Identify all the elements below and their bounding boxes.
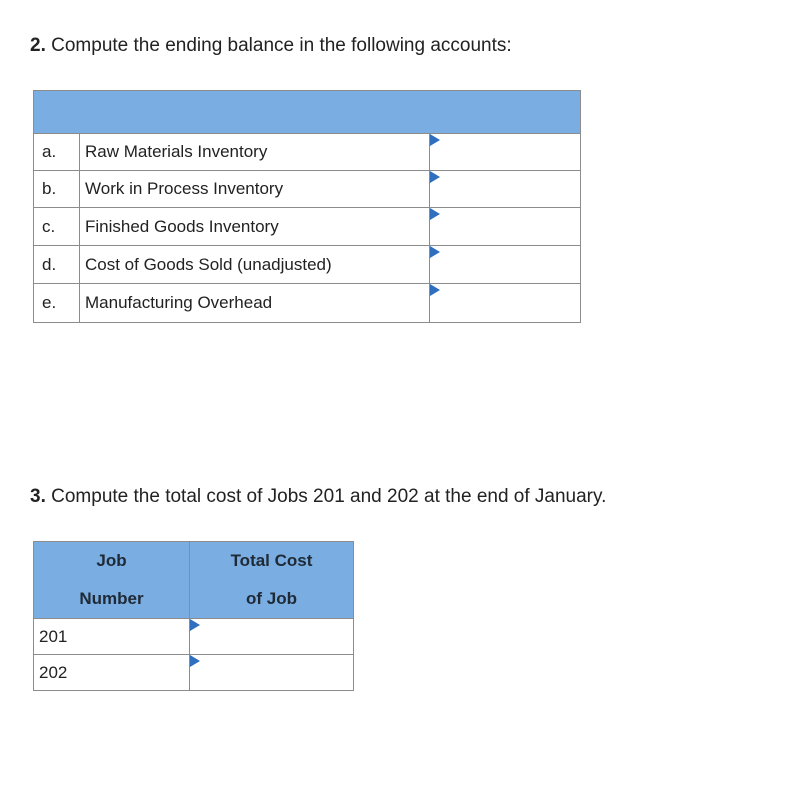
work-in-process-input[interactable]: [442, 175, 576, 203]
cost-of-goods-sold-input[interactable]: [442, 250, 576, 279]
answer-cell-cost-of-goods-sold[interactable]: [430, 246, 581, 284]
table-row: [34, 619, 354, 655]
answer-cell-raw-materials[interactable]: [430, 134, 581, 171]
account-label-work-in-process: Work in Process Inventory: [80, 171, 430, 208]
account-label-raw-materials: Raw Materials Inventory: [80, 134, 430, 171]
account-label-finished-goods: Finished Goods Inventory: [80, 208, 430, 246]
finished-goods-input[interactable]: [442, 212, 576, 241]
dropdown-marker-icon: [430, 246, 440, 258]
dropdown-marker-icon: [430, 284, 440, 296]
question-2-number: 2.: [30, 35, 46, 56]
answer-cell-finished-goods[interactable]: [430, 208, 581, 246]
ending-balance-header-row: [34, 91, 581, 134]
row-letter: a.: [34, 134, 80, 171]
dropdown-marker-icon: [430, 134, 440, 146]
dropdown-marker-icon: [190, 619, 200, 631]
account-label-cost-of-goods-sold: Cost of Goods Sold (unadjusted): [80, 246, 430, 284]
job-column-header-line-1: Job: [34, 542, 190, 581]
job-cost-table: [33, 541, 354, 691]
total-cost-column-header-line-2: of Job: [190, 580, 354, 619]
answer-cell-work-in-process[interactable]: [430, 171, 581, 208]
row-letter: b.: [34, 171, 80, 208]
question-3-text: Compute the total cost of Jobs 201 and 202 at the end of January.: [51, 486, 607, 507]
job-cost-header-row-1: [34, 542, 354, 581]
dropdown-marker-icon: [430, 208, 440, 220]
job-cost-header-row-2: [34, 580, 354, 619]
job-number-202: 202: [34, 655, 190, 691]
dropdown-marker-icon: [430, 171, 440, 183]
question-3-number: 3.: [30, 486, 46, 507]
question-2-heading: [30, 35, 512, 57]
table-row: [34, 134, 581, 171]
table-row: [34, 655, 354, 691]
row-letter: c.: [34, 208, 80, 246]
table-row: [34, 284, 581, 323]
answer-cell-job-201[interactable]: [190, 619, 354, 655]
question-3-heading: [30, 486, 606, 508]
question-2-text: Compute the ending balance in the following accounts:: [51, 35, 512, 56]
job-202-total-cost-input[interactable]: [202, 659, 349, 686]
raw-materials-input[interactable]: [442, 138, 576, 166]
ending-balance-header-cell: [34, 91, 581, 134]
row-letter: d.: [34, 246, 80, 284]
answer-cell-manufacturing-overhead[interactable]: [430, 284, 581, 323]
job-number-201: 201: [34, 619, 190, 655]
ending-balance-table: [33, 90, 581, 323]
dropdown-marker-icon: [190, 655, 200, 667]
job-column-header-line-2: Number: [34, 580, 190, 619]
table-row: [34, 171, 581, 208]
table-row: [34, 246, 581, 284]
row-letter: e.: [34, 284, 80, 323]
total-cost-column-header-line-1: Total Cost: [190, 542, 354, 581]
answer-cell-job-202[interactable]: [190, 655, 354, 691]
account-label-manufacturing-overhead: Manufacturing Overhead: [80, 284, 430, 323]
table-row: [34, 208, 581, 246]
job-201-total-cost-input[interactable]: [202, 623, 349, 650]
manufacturing-overhead-input[interactable]: [442, 288, 576, 318]
